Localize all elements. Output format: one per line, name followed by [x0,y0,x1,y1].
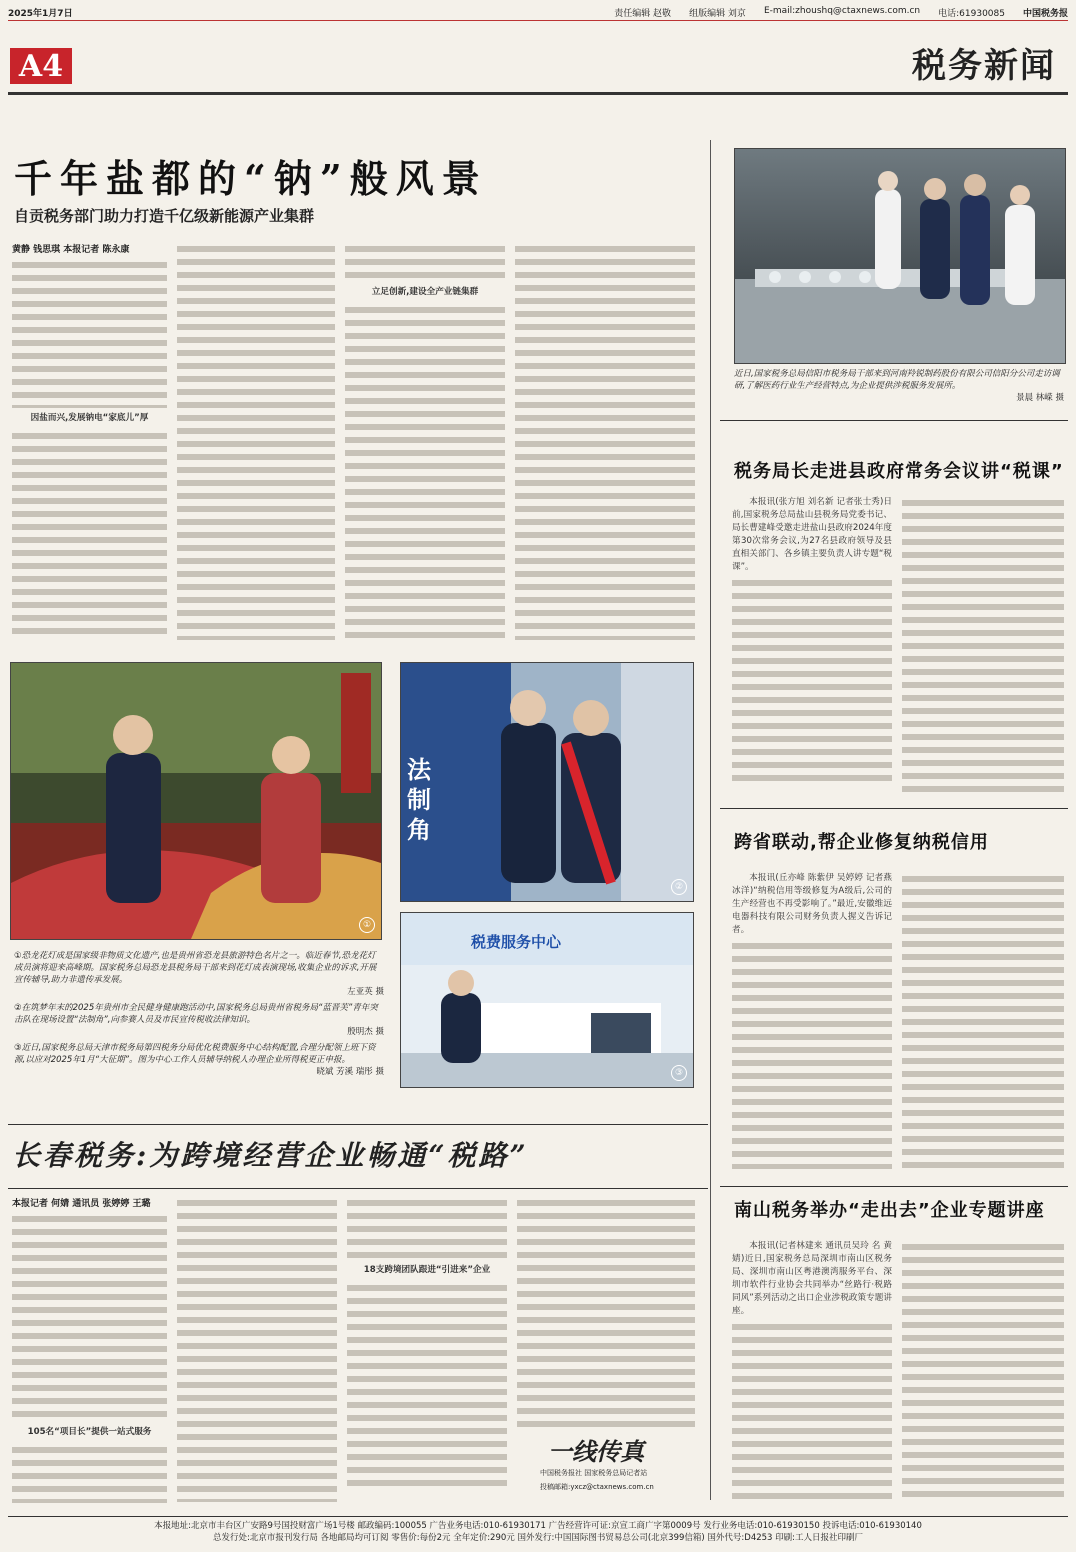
lead-column-1 [12,258,167,640]
paper-name: 中国税务报 [1022,8,1068,19]
photo-captions [14,950,384,1078]
story4-byline: 本报记者 何婧 通讯员 张婷婷 王璐 [12,1199,151,1209]
header-rule [8,92,1068,95]
top-bar [8,4,1068,21]
story2-lead: 本报讯(张方旭 刘名新 记者张士秀)日前,国家税务总局盐山县税务局党委书记、局长曹建峰受邀走进盐山县政府2024年度第30次常务会议,为27名县政府领导及县直相关部门、各乡镇主要负责人讲专题“税课”。 [732,497,892,572]
editor-info [614,6,1005,19]
footer-line-1: 本报地址:北京市丰台区广安路9号国投财富广场1号楼 邮政编码:100055 广告业务电话:010-61930171 广告经营许可证:京宣工商广字第0009号 发行业务电话:010-61930150 投诉电话:010-61930140 [154,1521,922,1531]
lead-subheading-1: 因盐而兴,发展钠电“家底儿”厚 [30,413,149,423]
story5-lead: 本报讯(记者林建来 通讯员吴玲 名 黄婧)近日,国家税务总局深圳市南山区税务局、深圳市南山区粤港澳湾服务平台、深圳市软件行业协会共同举办“丝路行·税路同风”系列活动之出口企业涉税政策专题讲座。 [732,1241,892,1316]
photo-pharmacy-visit [734,148,1066,364]
stamp-email[interactable]: 投稿邮箱:yxcz@ctaxnews.com.cn [540,1483,654,1491]
photo-number-1: ① [359,917,375,933]
contact-email[interactable]: E-mail:zhoushq@ctaxnews.com.cn [763,5,921,16]
story3-lead: 本报讯(丘亦峰 陈紫伊 吴婷婷 记者燕冰洋)“纳税信用等级修复为A级后,公司的生产经营也不再受影响了。”最近,安徽维远电器科技有限公司财务负责人握义告诉记者。 [732,873,892,935]
page-number-badge: A4 [10,48,72,84]
photo-number-3: ③ [671,1065,687,1081]
story5-column-2 [902,1240,1064,1502]
story4-column-4 [517,1196,695,1428]
lead-column-3 [345,242,505,640]
footer-line-2: 总发行处:北京市报刊发行局 各地邮局均可订阅 零售价:每份2元 全年定价:290元 国外发行:中国国际图书贸易总公司(北京399信箱) 国外代号:D4253 印刷:工人日报社印刷厂 [212,1533,864,1543]
footer [8,1516,1068,1544]
yixian-stamp [530,1430,695,1508]
photo-law-corner [400,662,694,902]
story5-title: 南山税务举办“走出去”企业专题讲座 [734,1200,1045,1221]
story3-column-2 [902,872,1064,1172]
photo-service-center [400,912,694,1088]
story4-rule [8,1188,708,1189]
photo-pharmacy-caption-text: 近日,国家税务总局信阳市税务局干部来到河南羚锐制药股份有限公司信阳分公司走访调研,了解医药行业生产经营特点,为企业提供涉税服务发展所。 [734,369,1060,391]
stamp-sub: 中国税务报社 国家税务总局记者站 [540,1469,648,1477]
story4-column-3 [347,1196,507,1502]
story3-title: 跨省联动,帮企业修复纳税信用 [734,832,989,853]
duty-editor: 责任编辑 赵敬 [614,8,672,19]
caption-2: ②在筑梦年末的2025年贵州市全民健身健康跑活动中,国家税务总局贵州省税务局“蓝晋芙”青年突击队在现场设置“法制角”,向参赛人员及市民宣传税收法律知识。 [14,1003,378,1025]
photo-pharmacy-caption [734,368,1064,404]
story4-title: 长春税务:为跨境经营企业畅通“税路” [12,1139,529,1172]
stamp-title: 一线传真 [548,1437,644,1466]
story4-subheading-2: 18支跨境团队跟进“引进来”企业 [363,1265,491,1275]
mid-rule [8,1124,708,1125]
photo-pharmacy-image [735,149,1065,363]
story2-title: 税务局长走进县政府常务会议讲“税课” [734,461,1064,482]
lead-subhead: 自贡税务部门助力打造千亿级新能源产业集群 [14,207,315,225]
caption-1: ①恐龙花灯成是国家级非物质文化遗产,也是贵州省恐龙县旅游特色名片之一。临近春节,恐龙花灯成员演将迎来高峰期。国家税务总局恐龙县税务局干部来到花灯成表演现场,收集企业的诉求,开展宣传辅导,助力非遗传承发展。 [14,951,377,985]
issue-date: 2025年1月7日 [8,8,73,19]
story5-column-1 [732,1240,892,1502]
caption-3-credit: 晓斌 芳溪 瑞彤 摄 [316,1067,384,1077]
photo-number-2: ② [671,879,687,895]
story2-column-2 [902,496,1064,796]
contact-phone: 电话:61930085 [938,8,1005,19]
lead-headline: 千年盐都的“钠”般风景 [14,156,488,201]
caption-1-credit: 左亚英 摄 [347,987,384,997]
right-rule-1 [720,420,1068,421]
lead-column-2 [177,242,335,640]
right-rule-3 [720,1186,1068,1187]
law-corner-sign: 法制角 [407,755,431,844]
photo-law-image [401,663,693,901]
story3-column-1 [732,872,892,1172]
story4-column-2 [177,1196,337,1502]
column-divider [710,140,711,1500]
layout-editor: 组版编辑 刘京 [689,8,746,19]
story2-column-1 [732,496,892,796]
section-title: 税务新闻 [912,46,1056,86]
story4-subheading-1: 105名“项目长”提供一站式服务 [27,1427,152,1437]
story4-column-1 [12,1212,167,1502]
photo-lantern-image [11,663,381,939]
caption-3: ③近日,国家税务总局天津市税务局第四税务分局优化税费服务中心结构配置,合理分配领上班下资源,以应对2025年1月“大征期”。图为中心工作人员辅导纳税人办理企业所得税更正申报。 [14,1043,376,1065]
photo-lantern-performance [10,662,382,940]
caption-2-credit: 殷明杰 摄 [347,1027,384,1037]
lead-subheading-2: 立足创新,建设全产业链集群 [371,287,479,297]
photo-pharmacy-credit: 景晨 林嵘 摄 [1016,393,1064,403]
right-rule-2 [720,808,1068,809]
lead-column-4 [515,242,695,640]
lead-byline: 黄静 钱思琪 本报记者 陈永康 [12,245,130,255]
service-center-banner: 税费服务中心 [471,933,562,951]
